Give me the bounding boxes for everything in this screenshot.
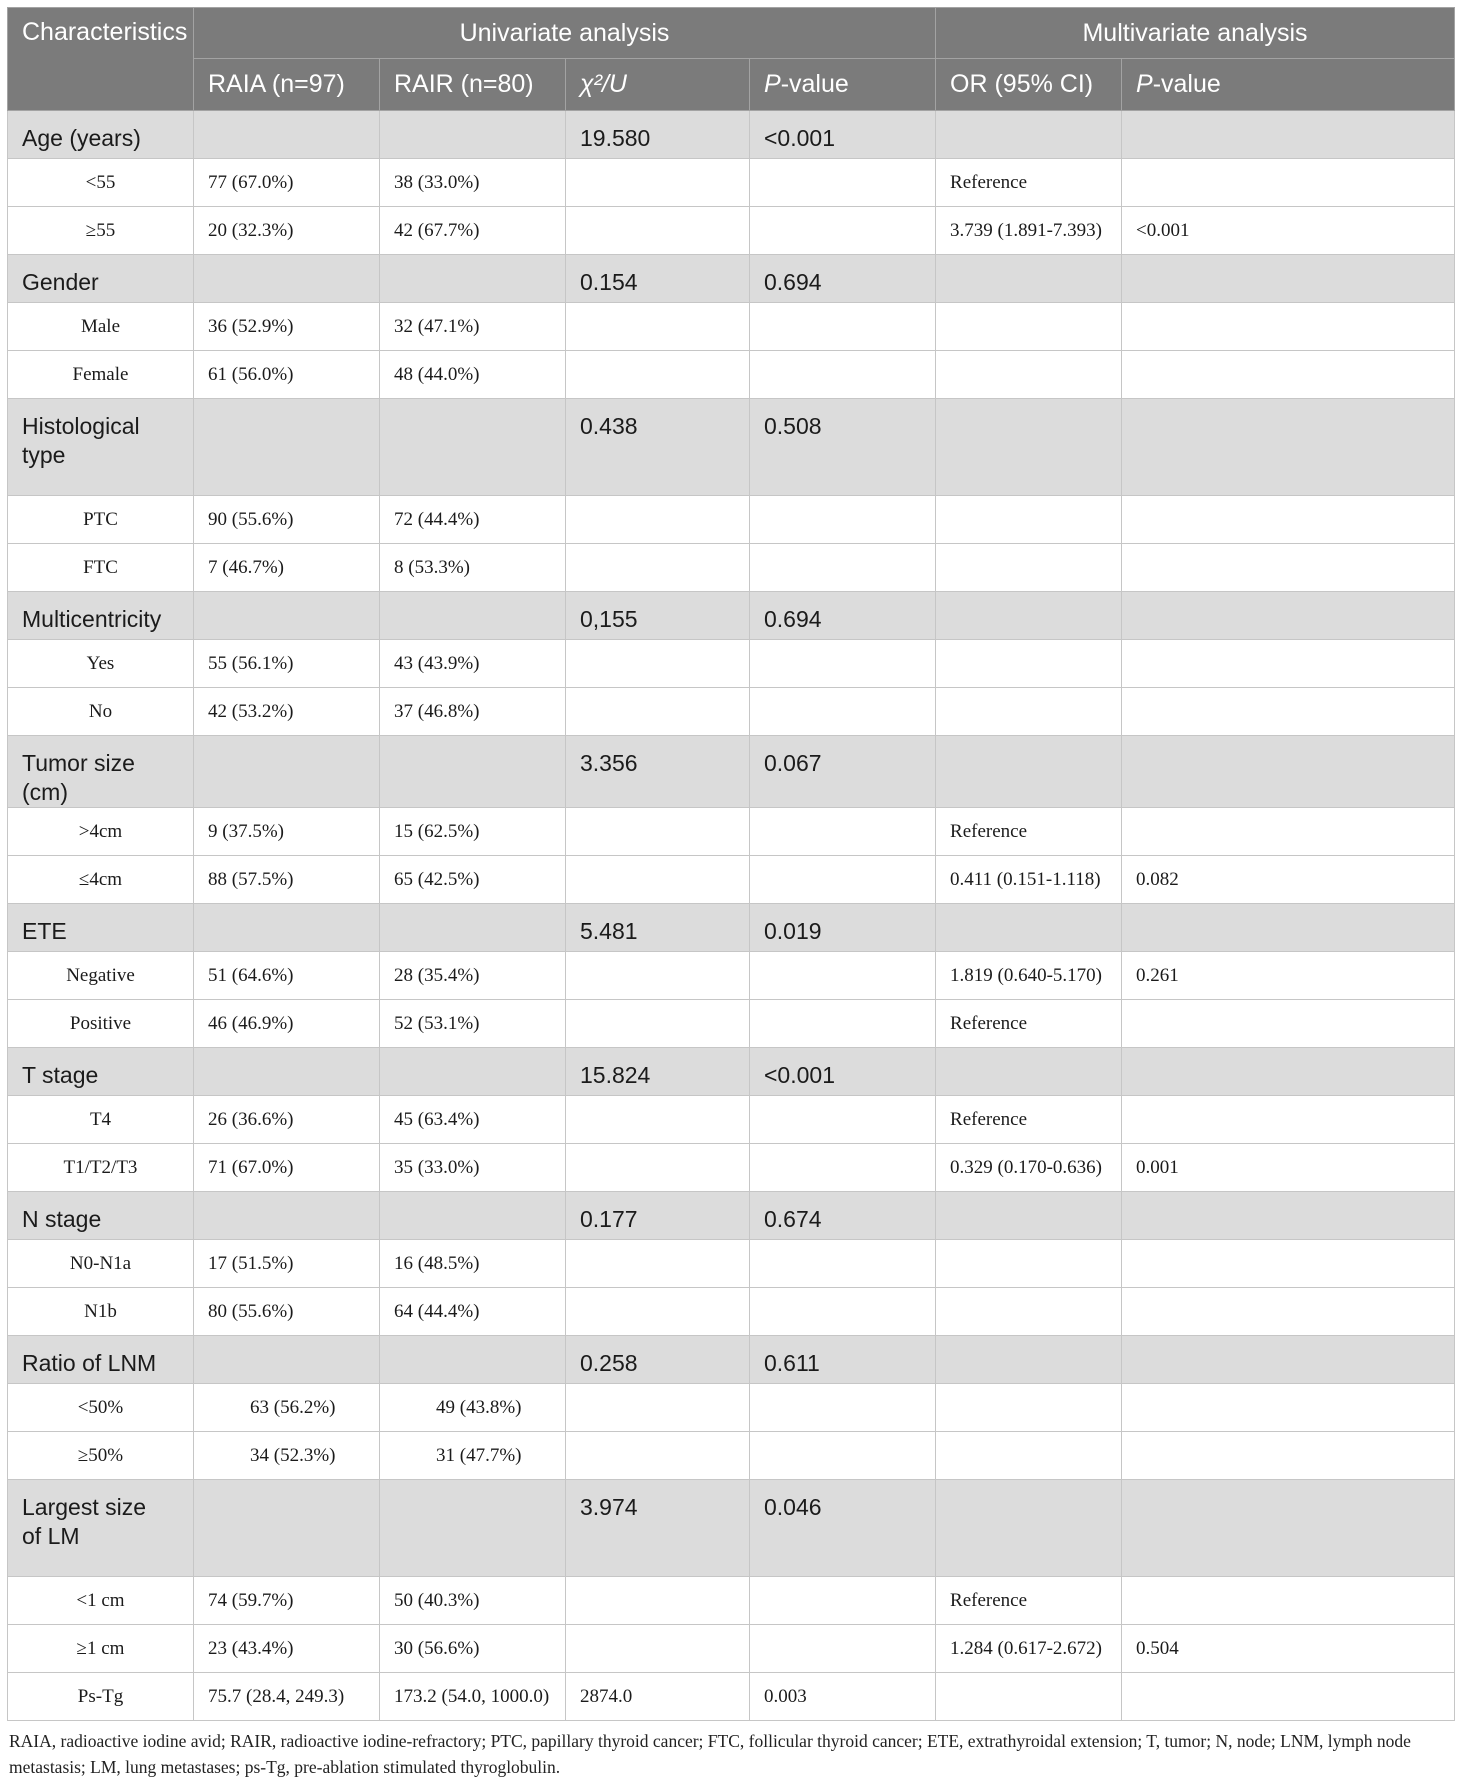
cell-or-ci [936, 592, 1122, 640]
table-row [8, 1625, 1455, 1673]
cell-p-value-univariate: 0.508 [750, 399, 936, 496]
cell-raia: 71 (67.0%) [194, 1144, 380, 1192]
cell-rair [380, 1048, 566, 1096]
cell-characteristic: ≥50% [8, 1432, 194, 1480]
cell-chi-u: 0.177 [566, 1192, 750, 1240]
results-table [7, 7, 1455, 1721]
cell-rair [380, 904, 566, 952]
header-raia: RAIA (n=97) [194, 59, 380, 111]
cell-chi-u: 5.481 [566, 904, 750, 952]
cell-p-value-univariate [750, 351, 936, 399]
cell-chi-u: 0.258 [566, 1336, 750, 1384]
cell-rair: 42 (67.7%) [380, 207, 566, 255]
cell-p-value-univariate: 0.019 [750, 904, 936, 952]
cell-raia [194, 1480, 380, 1577]
cell-p-value-multivariate: 0.001 [1122, 1144, 1455, 1192]
cell-p-value-univariate [750, 207, 936, 255]
cell-rair: 43 (43.9%) [380, 640, 566, 688]
table-row [8, 808, 1455, 856]
table-row [8, 952, 1455, 1000]
table-row [8, 1096, 1455, 1144]
cell-p-value-multivariate [1122, 808, 1455, 856]
table-row [8, 544, 1455, 592]
cell-chi-u [566, 1144, 750, 1192]
cell-characteristic: Multicentricity [8, 592, 194, 640]
cell-p-value-multivariate [1122, 688, 1455, 736]
cell-raia: 80 (55.6%) [194, 1288, 380, 1336]
cell-p-value-univariate [750, 1625, 936, 1673]
header-rair: RAIR (n=80) [380, 59, 566, 111]
cell-raia: 77 (67.0%) [194, 159, 380, 207]
cell-or-ci: 1.284 (0.617-2.672) [936, 1625, 1122, 1673]
header-p-value-univariate-text: -value [780, 70, 849, 98]
table-row [8, 303, 1455, 351]
cell-characteristic: Ratio of LNM [8, 1336, 194, 1384]
cell-p-value-univariate: <0.001 [750, 111, 936, 159]
cell-p-value-univariate [750, 1240, 936, 1288]
cell-or-ci: Reference [936, 1096, 1122, 1144]
cell-rair [380, 736, 566, 808]
cell-or-ci [936, 399, 1122, 496]
cell-p-value-multivariate [1122, 1480, 1455, 1577]
cell-characteristic: Gender [8, 255, 194, 303]
cell-rair: 50 (40.3%) [380, 1577, 566, 1625]
cell-p-value-multivariate [1122, 1432, 1455, 1480]
cell-rair: 72 (44.4%) [380, 496, 566, 544]
cell-characteristic: ≥55 [8, 207, 194, 255]
cell-p-value-multivariate [1122, 1048, 1455, 1096]
cell-raia: 20 (32.3%) [194, 207, 380, 255]
cell-raia: 7 (46.7%) [194, 544, 380, 592]
cell-p-value-multivariate [1122, 1384, 1455, 1432]
cell-rair: 45 (63.4%) [380, 1096, 566, 1144]
header-row-2 [8, 59, 1455, 111]
cell-characteristic: Ps-Tg [8, 1673, 194, 1721]
cell-rair [380, 255, 566, 303]
header-p-value-univariate: P-value [750, 59, 936, 111]
cell-raia [194, 111, 380, 159]
cell-rair: 65 (42.5%) [380, 856, 566, 904]
cell-p-value-multivariate [1122, 1192, 1455, 1240]
cell-chi-u: 3.356 [566, 736, 750, 808]
cell-rair: 35 (33.0%) [380, 1144, 566, 1192]
cell-raia: 23 (43.4%) [194, 1625, 380, 1673]
cell-or-ci [936, 1192, 1122, 1240]
cell-rair: 173.2 (54.0, 1000.0) [380, 1673, 566, 1721]
cell-p-value-univariate [750, 1432, 936, 1480]
cell-chi-u: 3.974 [566, 1480, 750, 1577]
cell-rair: 15 (62.5%) [380, 808, 566, 856]
cell-raia: 75.7 (28.4, 249.3) [194, 1673, 380, 1721]
cell-or-ci [936, 303, 1122, 351]
cell-characteristic: T4 [8, 1096, 194, 1144]
cell-rair: 8 (53.3%) [380, 544, 566, 592]
cell-p-value-multivariate [1122, 592, 1455, 640]
header-univariate-analysis: Univariate analysis [194, 8, 936, 59]
cell-raia: 55 (56.1%) [194, 640, 380, 688]
cell-p-value-univariate [750, 1000, 936, 1048]
cell-raia: 88 (57.5%) [194, 856, 380, 904]
cell-p-value-univariate: 0.046 [750, 1480, 936, 1577]
cell-or-ci [936, 1384, 1122, 1432]
cell-characteristic: ≤4cm [8, 856, 194, 904]
table-row [8, 856, 1455, 904]
cell-chi-u [566, 303, 750, 351]
cell-or-ci [936, 1288, 1122, 1336]
cell-or-ci [936, 496, 1122, 544]
cell-rair: 32 (47.1%) [380, 303, 566, 351]
cell-or-ci [936, 1240, 1122, 1288]
cell-or-ci: Reference [936, 159, 1122, 207]
cell-p-value-multivariate [1122, 111, 1455, 159]
cell-or-ci: 1.819 (0.640-5.170) [936, 952, 1122, 1000]
cell-raia [194, 904, 380, 952]
cell-chi-u [566, 159, 750, 207]
cell-rair [380, 399, 566, 496]
cell-chi-u [566, 688, 750, 736]
cell-chi-u: 0.154 [566, 255, 750, 303]
header-characteristics: Characteristics [8, 8, 194, 111]
cell-p-value-univariate: 0.674 [750, 1192, 936, 1240]
cell-p-value-multivariate [1122, 904, 1455, 952]
cell-rair: 16 (48.5%) [380, 1240, 566, 1288]
cell-rair [380, 592, 566, 640]
cell-p-value-multivariate [1122, 640, 1455, 688]
cell-p-value-univariate [750, 856, 936, 904]
cell-characteristic: Histological type [8, 399, 194, 496]
cell-p-value-univariate [750, 1144, 936, 1192]
cell-or-ci [936, 1673, 1122, 1721]
cell-characteristic: N1b [8, 1288, 194, 1336]
cell-rair: 37 (46.8%) [380, 688, 566, 736]
cell-raia [194, 1192, 380, 1240]
cell-characteristic: T stage [8, 1048, 194, 1096]
cell-chi-u [566, 856, 750, 904]
cell-characteristic: No [8, 688, 194, 736]
cell-p-value-univariate: 0.067 [750, 736, 936, 808]
cell-raia: 46 (46.9%) [194, 1000, 380, 1048]
cell-raia: 51 (64.6%) [194, 952, 380, 1000]
cell-p-value-multivariate [1122, 255, 1455, 303]
cell-raia: 36 (52.9%) [194, 303, 380, 351]
cell-or-ci [936, 736, 1122, 808]
cell-or-ci [936, 1048, 1122, 1096]
cell-rair [380, 111, 566, 159]
cell-raia: 42 (53.2%) [194, 688, 380, 736]
category-row [8, 1336, 1455, 1384]
header-row-1 [8, 8, 1455, 59]
cell-chi-u [566, 207, 750, 255]
cell-chi-u: 2874.0 [566, 1673, 750, 1721]
cell-characteristic: <55 [8, 159, 194, 207]
cell-p-value-univariate [750, 159, 936, 207]
cell-p-value-univariate [750, 1384, 936, 1432]
cell-characteristic: >4cm [8, 808, 194, 856]
cell-rair: 49 (43.8%) [380, 1384, 566, 1432]
cell-raia [194, 1048, 380, 1096]
cell-chi-u [566, 1432, 750, 1480]
cell-rair: 28 (35.4%) [380, 952, 566, 1000]
cell-or-ci [936, 111, 1122, 159]
category-row [8, 592, 1455, 640]
table-row [8, 496, 1455, 544]
cell-rair [380, 1192, 566, 1240]
cell-or-ci: 0.329 (0.170-0.636) [936, 1144, 1122, 1192]
cell-p-value-multivariate [1122, 399, 1455, 496]
cell-p-value-multivariate [1122, 544, 1455, 592]
cell-chi-u [566, 640, 750, 688]
cell-characteristic: Age (years) [8, 111, 194, 159]
cell-chi-u [566, 496, 750, 544]
table-document [7, 7, 1454, 1780]
table-row [8, 1384, 1455, 1432]
cell-rair: 52 (53.1%) [380, 1000, 566, 1048]
category-row [8, 1192, 1455, 1240]
cell-raia [194, 592, 380, 640]
cell-p-value-univariate: 0.003 [750, 1673, 936, 1721]
cell-p-value-multivariate [1122, 1240, 1455, 1288]
table-row [8, 1240, 1455, 1288]
cell-p-value-univariate [750, 808, 936, 856]
cell-p-value-multivariate [1122, 159, 1455, 207]
cell-or-ci [936, 544, 1122, 592]
header-p-value-multivariate-text: -value [1152, 70, 1221, 98]
cell-chi-u [566, 808, 750, 856]
cell-raia: 63 (56.2%) [194, 1384, 380, 1432]
cell-rair [380, 1480, 566, 1577]
cell-rair: 30 (56.6%) [380, 1625, 566, 1673]
cell-raia: 17 (51.5%) [194, 1240, 380, 1288]
cell-rair: 64 (44.4%) [380, 1288, 566, 1336]
cell-characteristic: Yes [8, 640, 194, 688]
cell-p-value-multivariate [1122, 736, 1455, 808]
cell-raia [194, 1336, 380, 1384]
cell-or-ci [936, 904, 1122, 952]
cell-chi-u [566, 1096, 750, 1144]
cell-p-value-multivariate: 0.504 [1122, 1625, 1455, 1673]
cell-p-value-univariate: 0.694 [750, 255, 936, 303]
cell-chi-u [566, 544, 750, 592]
cell-characteristic: Tumor size (cm) [8, 736, 194, 808]
cell-characteristic: Negative [8, 952, 194, 1000]
cell-p-value-univariate [750, 1096, 936, 1144]
cell-rair: 48 (44.0%) [380, 351, 566, 399]
cell-characteristic: T1/T2/T3 [8, 1144, 194, 1192]
cell-or-ci [936, 640, 1122, 688]
cell-chi-u: 0,155 [566, 592, 750, 640]
cell-p-value-univariate [750, 952, 936, 1000]
cell-p-value-univariate: 0.611 [750, 1336, 936, 1384]
cell-or-ci: Reference [936, 1000, 1122, 1048]
cell-rair [380, 1336, 566, 1384]
cell-rair: 31 (47.7%) [380, 1432, 566, 1480]
category-row [8, 1048, 1455, 1096]
cell-or-ci: 0.411 (0.151-1.118) [936, 856, 1122, 904]
cell-raia: 34 (52.3%) [194, 1432, 380, 1480]
cell-p-value-univariate [750, 1577, 936, 1625]
table-row [8, 159, 1455, 207]
cell-or-ci: Reference [936, 1577, 1122, 1625]
cell-characteristic: N0-N1a [8, 1240, 194, 1288]
cell-p-value-univariate [750, 1288, 936, 1336]
cell-characteristic: <1 cm [8, 1577, 194, 1625]
cell-p-value-univariate [750, 303, 936, 351]
cell-characteristic: <50% [8, 1384, 194, 1432]
cell-p-value-univariate: <0.001 [750, 1048, 936, 1096]
cell-p-value-univariate: 0.694 [750, 592, 936, 640]
cell-characteristic: Female [8, 351, 194, 399]
cell-raia [194, 399, 380, 496]
cell-p-value-multivariate [1122, 1336, 1455, 1384]
cell-p-value-multivariate [1122, 351, 1455, 399]
cell-characteristic: ETE [8, 904, 194, 952]
cell-p-value-multivariate [1122, 1000, 1455, 1048]
cell-chi-u: 15.824 [566, 1048, 750, 1096]
header-multivariate-analysis: Multivariate analysis [936, 8, 1455, 59]
category-row [8, 399, 1455, 496]
cell-characteristic: Positive [8, 1000, 194, 1048]
cell-chi-u [566, 1240, 750, 1288]
cell-p-value-multivariate [1122, 1673, 1455, 1721]
cell-p-value-multivariate [1122, 1096, 1455, 1144]
table-row [8, 351, 1455, 399]
cell-chi-u [566, 1000, 750, 1048]
table-row [8, 1288, 1455, 1336]
cell-chi-u [566, 1288, 750, 1336]
category-row [8, 255, 1455, 303]
cell-characteristic: FTC [8, 544, 194, 592]
cell-raia: 9 (37.5%) [194, 808, 380, 856]
header-or-ci: OR (95% CI) [936, 59, 1122, 111]
cell-p-value-multivariate: <0.001 [1122, 207, 1455, 255]
cell-raia: 90 (55.6%) [194, 496, 380, 544]
table-footnote: RAIA, radioactive iodine avid; RAIR, radioactive iodine-refractory; PTC, papillary thyroid cancer; FTC, follicular thyroid cancer; ETE, extrathyroidal extension; T, tumor; N, node; LNM, lymph node metastasis; LM, lung metastases; ps-Tg, pre-ablation stimulated thyroglobulin. [9, 1731, 1411, 1777]
cell-or-ci [936, 688, 1122, 736]
category-row [8, 111, 1455, 159]
cell-p-value-multivariate [1122, 496, 1455, 544]
cell-or-ci: Reference [936, 808, 1122, 856]
cell-characteristic: PTC [8, 496, 194, 544]
header-chi-u [566, 59, 750, 111]
cell-or-ci [936, 351, 1122, 399]
cell-or-ci [936, 255, 1122, 303]
cell-raia: 61 (56.0%) [194, 351, 380, 399]
cell-chi-u [566, 1625, 750, 1673]
cell-chi-u: 19.580 [566, 111, 750, 159]
table-body [8, 111, 1455, 1721]
cell-p-value-univariate [750, 496, 936, 544]
table-row [8, 640, 1455, 688]
cell-p-value-multivariate: 0.082 [1122, 856, 1455, 904]
cell-or-ci [936, 1336, 1122, 1384]
cell-raia [194, 255, 380, 303]
cell-chi-u [566, 952, 750, 1000]
table-header [8, 8, 1455, 111]
cell-characteristic: Male [8, 303, 194, 351]
cell-characteristic: Largest size of LM [8, 1480, 194, 1577]
cell-chi-u [566, 1577, 750, 1625]
cell-rair: 38 (33.0%) [380, 159, 566, 207]
table-row [8, 1432, 1455, 1480]
cell-p-value-multivariate [1122, 303, 1455, 351]
cell-p-value-multivariate [1122, 1288, 1455, 1336]
table-row [8, 1673, 1455, 1721]
category-row [8, 1480, 1455, 1577]
cell-chi-u [566, 351, 750, 399]
cell-chi-u [566, 1384, 750, 1432]
table-row [8, 688, 1455, 736]
table-row [8, 1577, 1455, 1625]
cell-p-value-multivariate [1122, 1577, 1455, 1625]
cell-raia: 74 (59.7%) [194, 1577, 380, 1625]
header-chi-u-text: χ²/U [580, 70, 627, 98]
cell-p-value-univariate [750, 688, 936, 736]
cell-chi-u: 0.438 [566, 399, 750, 496]
cell-p-value-univariate [750, 640, 936, 688]
cell-p-value-univariate [750, 544, 936, 592]
cell-characteristic: N stage [8, 1192, 194, 1240]
category-row [8, 904, 1455, 952]
cell-or-ci: 3.739 (1.891-7.393) [936, 207, 1122, 255]
table-row [8, 1144, 1455, 1192]
cell-raia [194, 736, 380, 808]
header-p-value-multivariate: P-value [1122, 59, 1455, 111]
cell-p-value-multivariate: 0.261 [1122, 952, 1455, 1000]
table-row [8, 1000, 1455, 1048]
cell-raia: 26 (36.6%) [194, 1096, 380, 1144]
cell-or-ci [936, 1432, 1122, 1480]
cell-or-ci [936, 1480, 1122, 1577]
category-row [8, 736, 1455, 808]
table-row [8, 207, 1455, 255]
cell-characteristic: ≥1 cm [8, 1625, 194, 1673]
